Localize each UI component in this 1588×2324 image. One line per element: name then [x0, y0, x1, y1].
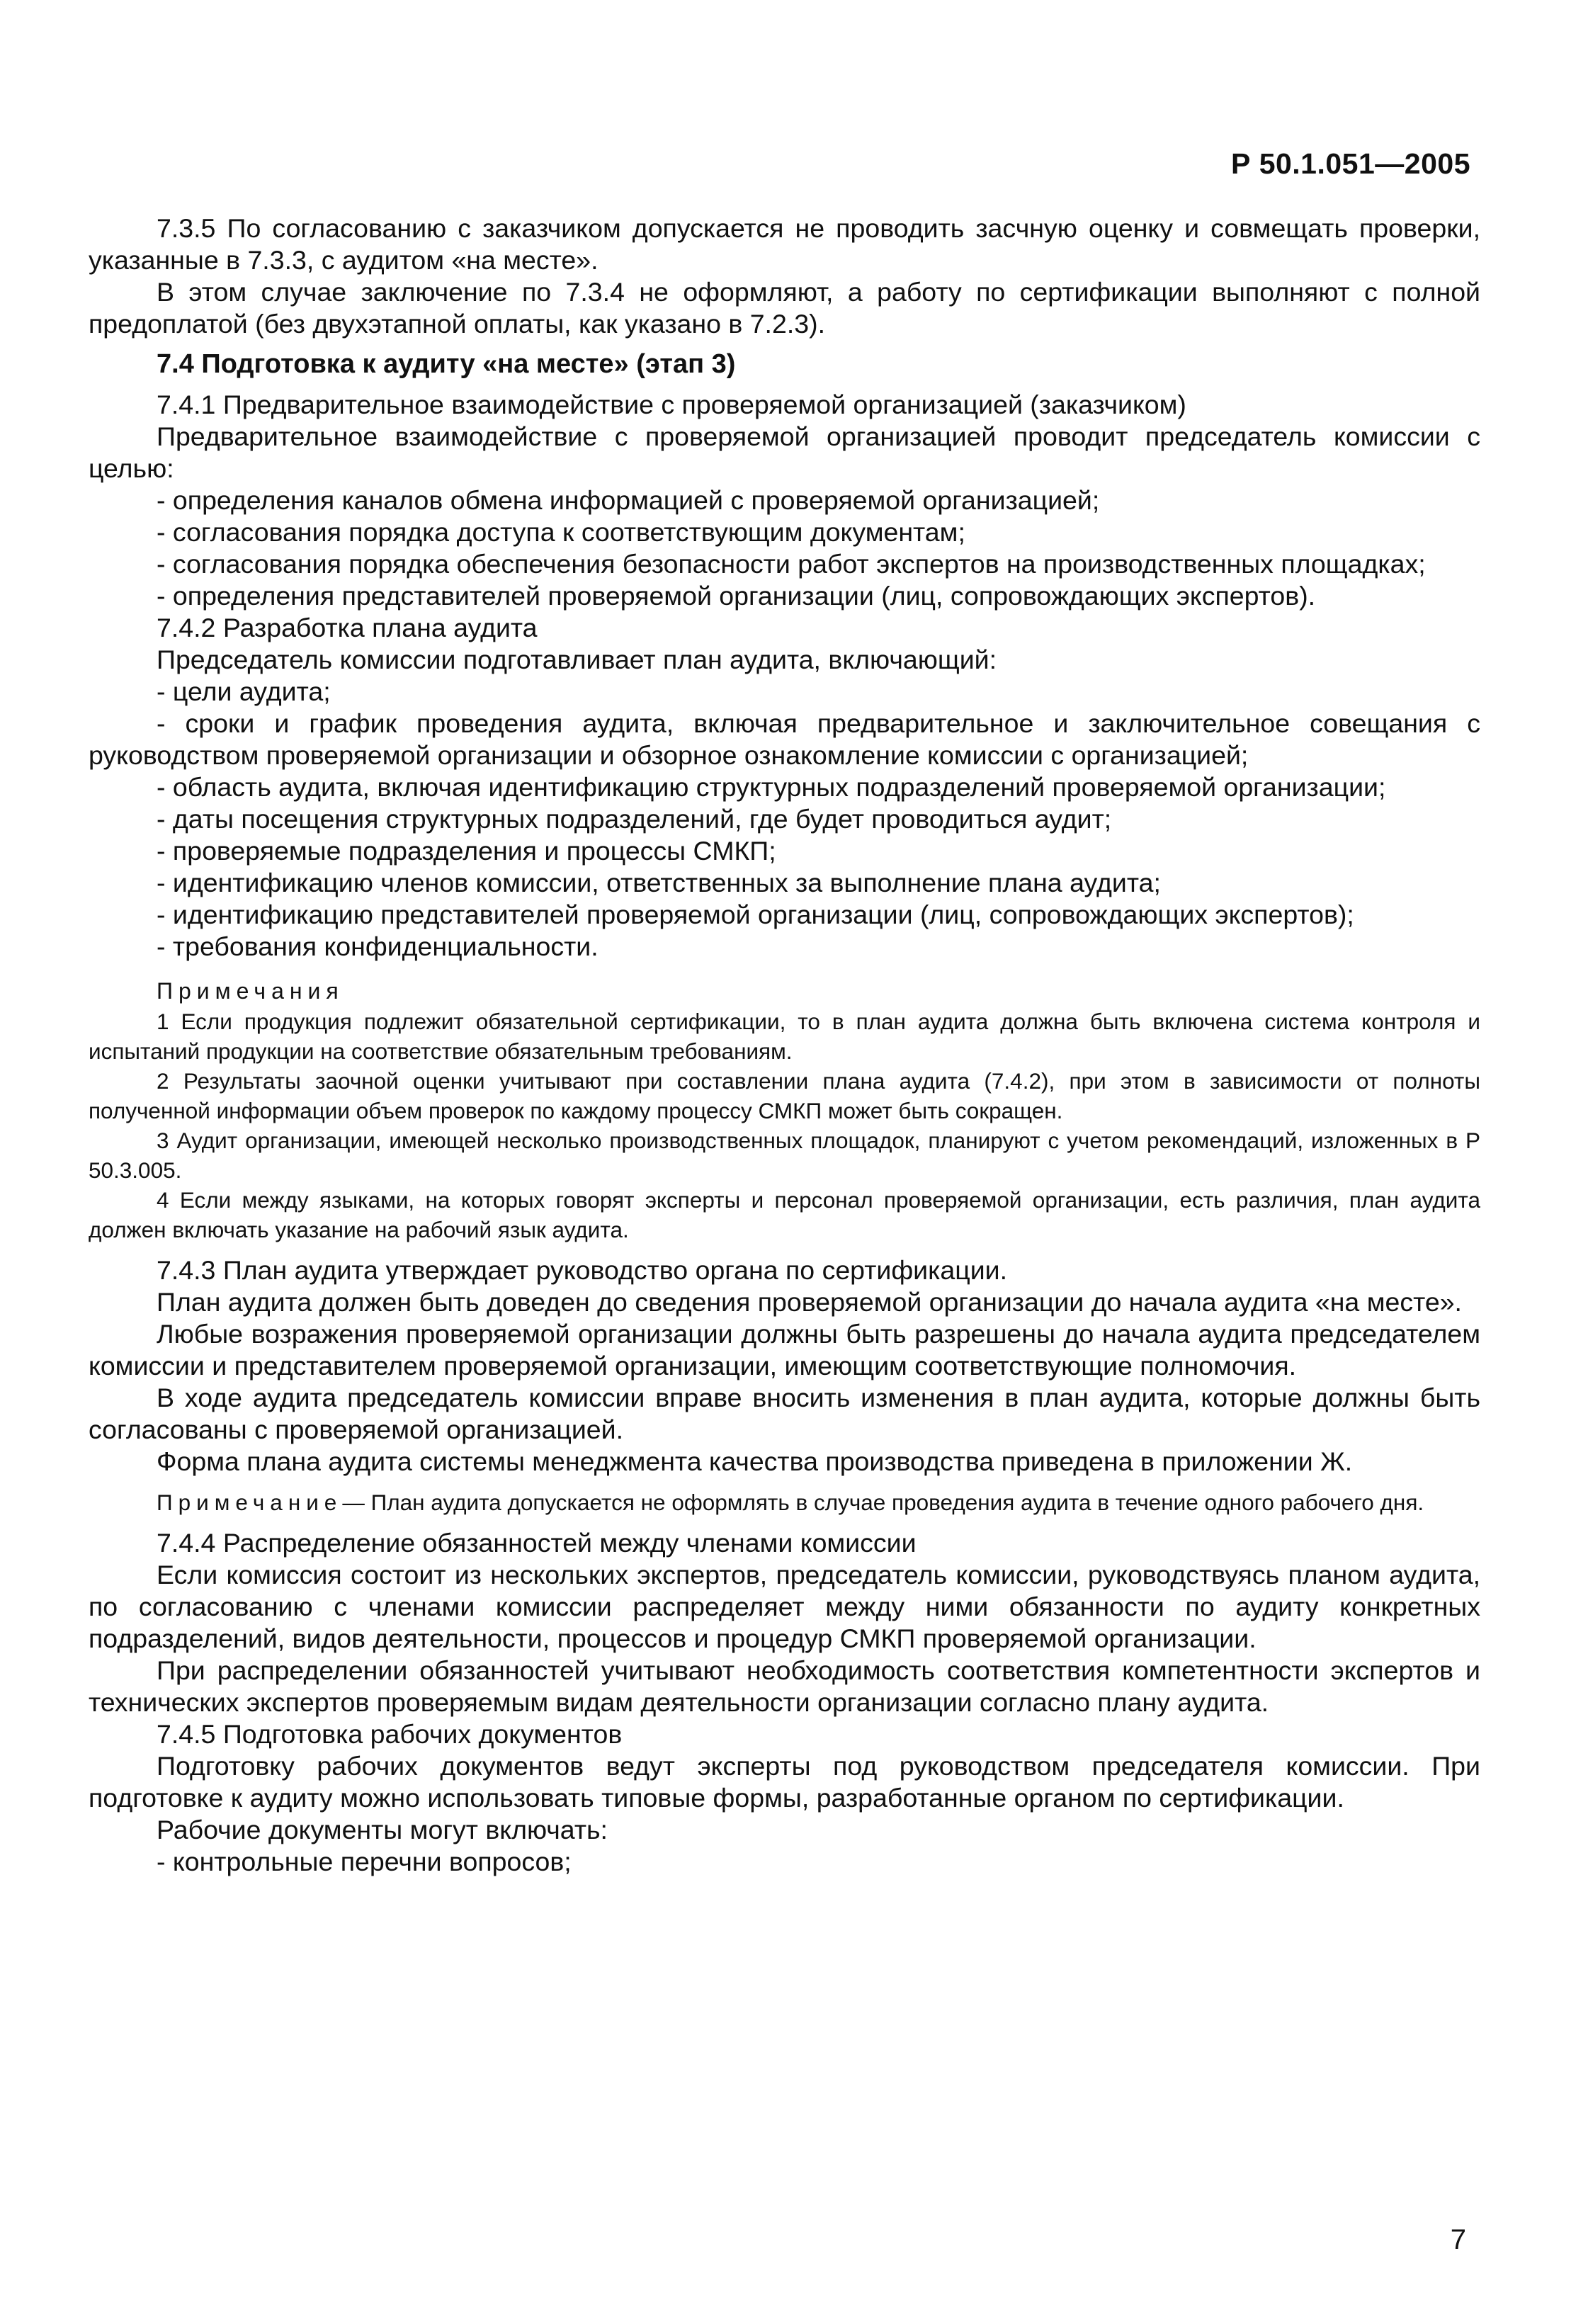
paragraph: 7.4.4 Распределение обязанностей между членами комиссии	[157, 1528, 917, 1558]
single-note	[89, 1487, 1480, 1517]
paragraph: - определения представителей проверяемой организации (лиц, сопровождающих экспертов).	[157, 581, 1316, 611]
document-body	[89, 212, 1480, 1878]
paragraph: Любые возражения проверяемой организации должны быть разрешены до начала аудита председателем комиссии и представителем проверяемой организации, имеющим соответствующие полномочия.	[89, 1319, 1480, 1381]
paragraph: - проверяемые подразделения и процессы СМКП;	[157, 836, 776, 866]
note-item: 3 Аудит организации, имеющей несколько производственных площадок, планируют с учетом рекомендаций, изложенных в Р 50.3.005.	[89, 1128, 1480, 1183]
paragraph: - определения каналов обмена информацией с проверяемой организацией;	[157, 485, 1100, 515]
paragraph: Председатель комиссии подготавливает план аудита, включающий:	[157, 645, 997, 674]
paragraph: 7.3.5 По согласованию с заказчиком допускается не проводить засчную оценку и совмещать проверки, указанные в 7.3.3, с аудитом «на месте».	[89, 213, 1480, 275]
paragraph: Если комиссия состоит из нескольких экспертов, председатель комиссии, руководствуясь планом аудита, по согласованию с членами комиссии распределяет между ними обязанности по аудиту конкретных подразделений, видов деятельности, процессов и процедур СМКП проверяемой организации.	[89, 1560, 1480, 1653]
note-lead: Примечание	[157, 1490, 343, 1515]
spacer	[89, 1478, 1480, 1487]
paragraph: - согласования порядка обеспечения безопасности работ экспертов на производственных площадках;	[157, 549, 1426, 579]
page-number: 7	[1450, 2224, 1466, 2255]
paragraph: - область аудита, включая идентификацию структурных подразделений проверяемой организации;	[157, 772, 1386, 802]
paragraph: В этом случае заключение по 7.3.4 не оформляют, а работу по сертификации выполняют с полной предоплатой (без двухэтапной оплаты, как указано в 7.2.3).	[89, 277, 1480, 339]
paragraph: Предварительное взаимодействие с проверяемой организацией проводит председатель комиссии с целью:	[89, 421, 1480, 483]
paragraph: Подготовку рабочих документов ведут эксперты под руководством председателя комиссии. При подготовке к аудиту можно использовать типовые формы, разработанные органом по сертификации.	[89, 1751, 1480, 1813]
paragraph: - сроки и график проведения аудита, включая предварительное и заключительное совещания с руководством проверяемой организации и обзорное ознакомление комиссии с организацией;	[89, 708, 1480, 770]
paragraph: Рабочие документы могут включать:	[157, 1815, 608, 1844]
notes-title: Примечания	[157, 978, 344, 1004]
document-number: Р 50.1.051—2005	[1230, 147, 1470, 180]
paragraph: - идентификацию представителей проверяемой организации (лиц, сопровождающих экспертов);	[157, 900, 1354, 929]
paragraph: При распределении обязанностей учитывают необходимость соответствия компетентности экспертов и технических экспертов проверяемым видам деятельности организации согласно плану аудита.	[89, 1655, 1480, 1717]
paragraph: - цели аудита;	[157, 676, 331, 706]
note-text: — План аудита допускается не оформлять в случае проведения аудита в течение одного рабочего дня.	[342, 1490, 1424, 1515]
paragraph: - согласования порядка доступа к соответствующим документам;	[157, 517, 965, 547]
paragraph: План аудита должен быть доведен до сведения проверяемой организации до начала аудита «на месте».	[157, 1287, 1462, 1317]
paragraph: Форма плана аудита системы менеджмента качества производства приведена в приложении Ж.	[157, 1446, 1353, 1476]
spacer	[89, 1245, 1480, 1254]
paragraph: 7.4.2 Разработка плана аудита	[157, 613, 538, 642]
note-item: 2 Результаты заочной оценки учитывают при составлении плана аудита (7.4.2), при этом в зависимости от полноты полученной информации объем проверок по каждому процессу СМКП может быть сокращен.	[89, 1068, 1480, 1123]
paragraph: 7.4.5 Подготовка рабочих документов	[157, 1719, 623, 1749]
spacer	[89, 963, 1480, 973]
paragraph: - даты посещения структурных подразделений, где будет проводиться аудит;	[157, 804, 1112, 834]
paragraph: - требования конфиденциальности.	[157, 931, 599, 961]
paragraph: - контрольные перечни вопросов;	[157, 1847, 572, 1876]
paragraph: 7.4.1 Предварительное взаимодействие с проверяемой организацией (заказчиком)	[157, 390, 1186, 419]
paragraph: - идентификацию членов комиссии, ответственных за выполнение плана аудита;	[157, 868, 1161, 897]
note-item: 4 Если между языками, на которых говорят эксперты и персонал проверяемой организации, есть различия, план аудита должен включать указание на рабочий язык аудита.	[89, 1187, 1480, 1242]
section-heading: 7.4 Подготовка к аудиту «на месте» (этап 3)	[157, 349, 736, 379]
paragraph: 7.4.3 План аудита утверждает руководство органа по сертификации.	[157, 1255, 1008, 1285]
spacer	[89, 1517, 1480, 1527]
paragraph: В ходе аудита председатель комиссии вправе вносить изменения в план аудита, которые должны быть согласованы с проверяемой организацией.	[89, 1383, 1480, 1444]
note-item: 1 Если продукция подлежит обязательной сертификации, то в план аудита должна быть включена система контроля и испытаний продукции на соответствие обязательным требованиям.	[89, 1009, 1480, 1064]
